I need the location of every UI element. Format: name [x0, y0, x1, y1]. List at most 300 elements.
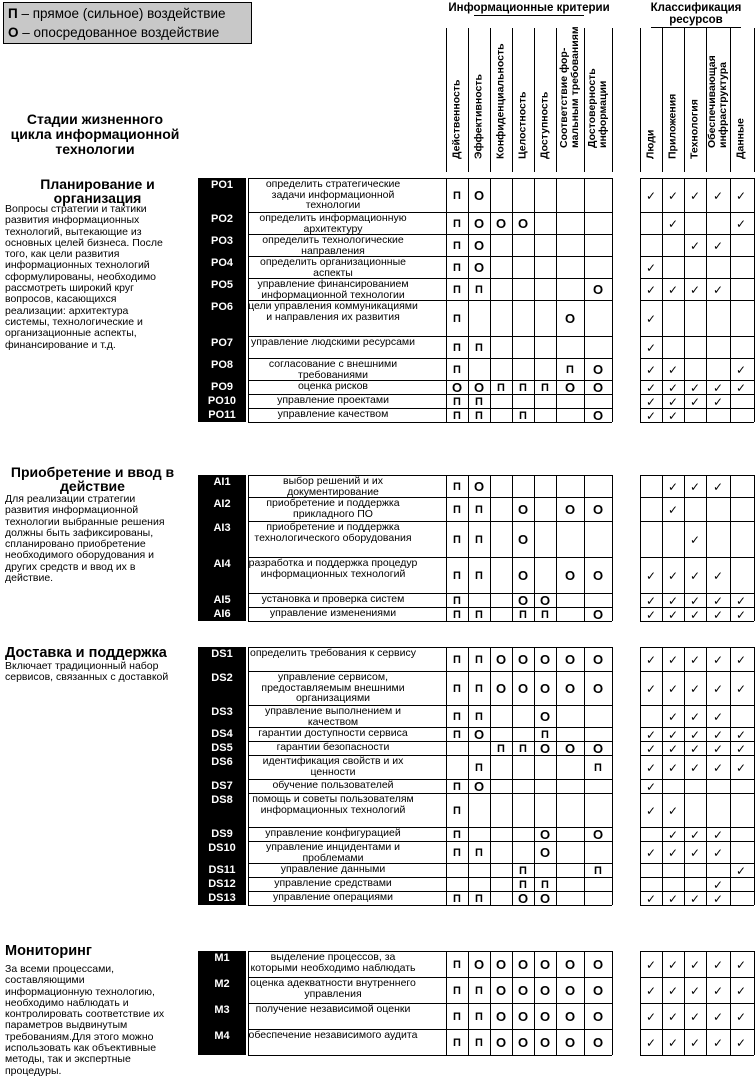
direct-impact-mark: П [475, 396, 483, 408]
check-mark: ✓ [689, 710, 701, 724]
check-mark: ✓ [735, 653, 747, 667]
indirect-impact-mark: О [564, 652, 576, 667]
direct-impact-mark: П [519, 410, 527, 422]
check-mark: ✓ [712, 682, 724, 696]
direct-impact-mark: П [453, 570, 461, 582]
indirect-impact-mark: О [539, 741, 551, 756]
check-mark: ✓ [712, 742, 724, 756]
direct-impact-mark: П [475, 893, 483, 905]
direct-impact-mark: П [594, 865, 602, 877]
indirect-impact-mark: О [517, 1035, 529, 1050]
direct-impact-mark: П [475, 570, 483, 582]
process-code: PO10 [198, 394, 246, 408]
indirect-impact-mark: О [564, 957, 576, 972]
indirect-impact-mark: О [564, 1009, 576, 1024]
direct-impact-mark: П [519, 879, 527, 891]
check-mark: ✓ [667, 1010, 679, 1024]
indirect-impact-mark: О [564, 1035, 576, 1050]
header-divider [468, 28, 469, 172]
column-divider [490, 951, 491, 1055]
process-code: AI3 [198, 521, 246, 557]
header-divider [730, 28, 731, 172]
column-divider [706, 178, 707, 422]
process-name: управление качеством [277, 408, 389, 420]
check-mark: ✓ [735, 984, 747, 998]
column-divider [684, 647, 685, 905]
column-divider [512, 647, 513, 905]
check-mark: ✓ [667, 189, 679, 203]
criteria-header-4-label: Целостность [516, 91, 529, 159]
check-mark: ✓ [735, 1010, 747, 1024]
criteria-header-5 [534, 10, 556, 170]
indirect-impact-mark: О [517, 568, 529, 583]
indirect-impact-mark: О [517, 1009, 529, 1024]
process-code: DS5 [198, 741, 246, 755]
process-name: управление средствами [274, 877, 392, 889]
indirect-impact-mark: О [473, 260, 485, 275]
direct-impact-mark: П [453, 240, 461, 252]
column-divider [730, 178, 731, 422]
criteria-header-3 [490, 10, 512, 170]
check-mark: ✓ [667, 1036, 679, 1050]
direct-impact-mark: П [519, 609, 527, 621]
direct-impact-mark: П [453, 729, 461, 741]
check-mark: ✓ [667, 984, 679, 998]
indirect-impact-mark: О [592, 983, 604, 998]
indirect-impact-mark: О [451, 380, 463, 395]
process-name: управление инцидентами и проблемами [265, 841, 401, 864]
process-name: разработка и поддержка процедур информационных технологий [248, 557, 418, 580]
check-mark: ✓ [689, 395, 701, 409]
indirect-impact-mark: О [564, 311, 576, 326]
indirect-impact-mark: О [592, 282, 604, 297]
direct-impact-mark: П [453, 190, 461, 202]
indirect-impact-mark: О [517, 957, 529, 972]
indirect-impact-mark: О [473, 727, 485, 742]
check-mark: ✓ [689, 283, 701, 297]
indirect-impact-mark: О [517, 502, 529, 517]
header-divider [584, 28, 585, 172]
process-name: управление изменениями [269, 607, 397, 619]
direct-impact-mark: П [497, 382, 505, 394]
row-divider [640, 521, 754, 522]
direct-impact-mark: П [453, 805, 461, 817]
direct-impact-mark: П [475, 683, 483, 695]
direct-impact-mark: П [453, 396, 461, 408]
check-mark: ✓ [712, 984, 724, 998]
indirect-impact-mark: О [564, 568, 576, 583]
column-divider [556, 475, 557, 621]
direct-impact-mark: П [475, 534, 483, 546]
column-divider [512, 475, 513, 621]
process-code: M2 [198, 977, 246, 1003]
check-mark: ✓ [667, 710, 679, 724]
resource-header-1 [640, 10, 662, 170]
check-mark: ✓ [667, 892, 679, 906]
process-code: DS10 [198, 841, 246, 863]
indirect-impact-mark: О [592, 827, 604, 842]
check-mark: ✓ [645, 780, 657, 794]
process-name: управление выполнением и качеством [264, 705, 402, 728]
indirect-impact-mark: О [495, 957, 507, 972]
column-divider [584, 951, 585, 1055]
column-divider [556, 647, 557, 905]
check-mark: ✓ [645, 761, 657, 775]
check-mark: ✓ [645, 1010, 657, 1024]
column-divider [490, 475, 491, 621]
section-description: Включает традиционный набор сервисов, связанных с доставкой [5, 660, 169, 684]
check-mark: ✓ [689, 381, 701, 395]
check-mark: ✓ [645, 892, 657, 906]
column-divider [684, 178, 685, 422]
criteria-header-5-label: Доступность [538, 91, 551, 159]
column-divider [640, 178, 641, 422]
column-divider [730, 647, 731, 905]
column-divider [730, 475, 731, 621]
process-code: PO5 [198, 278, 246, 300]
direct-impact-mark: П [453, 1037, 461, 1049]
row-divider [248, 621, 612, 622]
indirect-impact-mark: О [592, 741, 604, 756]
indirect-impact-mark: О [473, 238, 485, 253]
check-mark: ✓ [689, 742, 701, 756]
header-divider [534, 28, 535, 172]
column-divider [534, 951, 535, 1055]
process-name: согласование с внешними требованиями [268, 358, 398, 381]
column-divider [662, 178, 663, 422]
check-mark: ✓ [712, 608, 724, 622]
check-mark: ✓ [689, 958, 701, 972]
check-mark: ✓ [735, 728, 747, 742]
column-divider [612, 475, 613, 621]
indirect-impact-mark: О [495, 983, 507, 998]
indirect-impact-mark: О [592, 1035, 604, 1050]
check-mark: ✓ [689, 828, 701, 842]
check-mark: ✓ [712, 728, 724, 742]
indirect-impact-mark: О [473, 380, 485, 395]
process-name: идентификация свойств и их ценности [262, 755, 404, 778]
indirect-impact-mark: О [564, 502, 576, 517]
process-name: управление операциями [272, 891, 394, 903]
process-code: PO6 [198, 300, 246, 336]
direct-impact-mark: П [475, 284, 483, 296]
direct-impact-mark: П [453, 683, 461, 695]
section-description: Вопросы стратегии и тактики развития информационных технологий, вытекающие из основных целей бизнеса. После того, как цели развития информационных технологий сформулированы, необходимо рассмотреть широкий круг вопросов, касающихся реализации: архитектура системы, технологические и организационные аспекты, финансирование и т.д. [5, 203, 163, 351]
indirect-impact-mark: О [592, 1009, 604, 1024]
column-divider [534, 475, 535, 621]
row-divider [640, 951, 754, 952]
check-mark: ✓ [667, 409, 679, 423]
check-mark: ✓ [689, 1010, 701, 1024]
check-mark: ✓ [712, 653, 724, 667]
criteria-header-1 [446, 10, 468, 170]
row-divider [248, 422, 612, 423]
process-name: оценка адекватности внутреннего управления [250, 977, 416, 1000]
criteria-header-7 [584, 10, 612, 170]
column-divider [248, 475, 249, 621]
column-divider [612, 178, 613, 422]
check-mark: ✓ [712, 892, 724, 906]
process-code: DS9 [198, 827, 246, 841]
process-name: определить технологические направления [262, 234, 404, 257]
process-code: M3 [198, 1003, 246, 1029]
row-divider [640, 497, 754, 498]
check-mark: ✓ [735, 864, 747, 878]
row-divider [640, 422, 754, 423]
header-divider [490, 28, 491, 172]
check-mark: ✓ [712, 958, 724, 972]
direct-impact-mark: П [453, 893, 461, 905]
indirect-impact-mark: О [539, 709, 551, 724]
process-name: определить стратегические задачи информационной технологии [265, 178, 401, 211]
criteria-header-2-label: Эффективность [472, 74, 485, 159]
check-mark: ✓ [735, 608, 747, 622]
column-divider [468, 475, 469, 621]
indirect-impact-mark: О [495, 1009, 507, 1024]
resource-header-5 [730, 10, 752, 170]
direct-impact-mark: П [566, 364, 574, 376]
process-code: PO1 [198, 178, 246, 212]
process-code: DS2 [198, 671, 246, 705]
column-divider [684, 951, 685, 1055]
process-name: получение независимой оценки [255, 1003, 411, 1015]
resource-header-3-label: Технология [688, 99, 701, 159]
check-mark: ✓ [667, 503, 679, 517]
header-divider [612, 28, 613, 172]
direct-impact-mark: П [475, 711, 483, 723]
process-code: PO3 [198, 234, 246, 256]
row-divider [640, 256, 754, 257]
criteria-group-label: Информационные критерии [448, 2, 610, 14]
direct-impact-mark: П [453, 504, 461, 516]
row-divider [640, 1055, 754, 1056]
row-divider [640, 977, 754, 978]
direct-impact-mark: П [541, 879, 549, 891]
indirect-impact-mark: О [517, 652, 529, 667]
process-code: M4 [198, 1029, 246, 1055]
check-mark: ✓ [667, 958, 679, 972]
row-divider [640, 905, 754, 906]
header-divider [512, 28, 513, 172]
indirect-impact-mark: О [495, 681, 507, 696]
process-name: гарантии доступности сервиса [258, 727, 408, 739]
resource-header-1-label: Люди [644, 129, 657, 159]
direct-impact-mark: П [453, 534, 461, 546]
process-name: обучение пользователей [272, 779, 394, 791]
process-name: управление проектами [277, 394, 389, 406]
check-mark: ✓ [689, 569, 701, 583]
row-divider [248, 905, 612, 906]
column-divider [556, 951, 557, 1055]
criteria-header-2 [468, 10, 490, 170]
process-code: AI1 [198, 475, 246, 497]
process-name: гарантии безопасности [276, 741, 390, 753]
check-mark: ✓ [689, 984, 701, 998]
row-divider [640, 647, 754, 648]
indirect-impact-mark: О [517, 532, 529, 547]
indirect-impact-mark: О [517, 983, 529, 998]
row-divider [640, 755, 754, 756]
check-mark: ✓ [712, 569, 724, 583]
check-mark: ✓ [667, 569, 679, 583]
indirect-impact-mark: О [539, 593, 551, 608]
check-mark: ✓ [735, 381, 747, 395]
row-divider [640, 408, 754, 409]
direct-impact-mark: П [453, 781, 461, 793]
process-name: управление сервисом, предоставляемым внешними организациями [261, 671, 405, 704]
column-divider [612, 951, 613, 1055]
check-mark: ✓ [712, 1010, 724, 1024]
row-divider [640, 621, 754, 622]
process-name: управление данными [280, 863, 386, 875]
row-divider [640, 234, 754, 235]
indirect-impact-mark: О [473, 479, 485, 494]
check-mark: ✓ [645, 846, 657, 860]
indirect-impact-mark: О [592, 380, 604, 395]
check-mark: ✓ [667, 395, 679, 409]
check-mark: ✓ [689, 594, 701, 608]
check-mark: ✓ [645, 594, 657, 608]
direct-impact-mark: П [475, 762, 483, 774]
process-code: DS7 [198, 779, 246, 793]
check-mark: ✓ [645, 341, 657, 355]
direct-impact-mark: П [453, 1011, 461, 1023]
resources-group-label: Классификация ресурсов [650, 2, 742, 26]
process-code: DS3 [198, 705, 246, 727]
section-title: Доставка и поддержка [5, 645, 167, 661]
check-mark: ✓ [645, 189, 657, 203]
row-divider [640, 212, 754, 213]
check-mark: ✓ [712, 594, 724, 608]
indirect-impact-mark: О [564, 983, 576, 998]
column-divider [248, 178, 249, 422]
process-code: PO11 [198, 408, 246, 422]
column-divider [640, 647, 641, 905]
check-mark: ✓ [645, 312, 657, 326]
check-mark: ✓ [667, 653, 679, 667]
criteria-header-1-label: Действенность [450, 79, 463, 159]
check-mark: ✓ [667, 828, 679, 842]
process-code: DS4 [198, 727, 246, 741]
check-mark: ✓ [645, 728, 657, 742]
indirect-impact-mark: О [473, 957, 485, 972]
direct-impact-mark: П [453, 410, 461, 422]
indirect-impact-mark: О [592, 362, 604, 377]
direct-impact-mark: П [475, 1011, 483, 1023]
column-divider [512, 951, 513, 1055]
check-mark: ✓ [667, 728, 679, 742]
process-code: PO9 [198, 380, 246, 394]
check-mark: ✓ [667, 742, 679, 756]
check-mark: ✓ [712, 1036, 724, 1050]
indirect-impact-mark: О [517, 216, 529, 231]
section-description: За всеми процессами, составляющими информационную технологию, необходимо наблюдать и контролировать соответствие их параметров выдвинутым требованиям.Для этого можно использовать как объективные методы, так и экспертные процедуры. [5, 963, 165, 1077]
indirect-impact-mark: О [495, 1035, 507, 1050]
direct-impact-mark: П [475, 410, 483, 422]
direct-impact-mark: П [541, 382, 549, 394]
direct-impact-mark: П [453, 847, 461, 859]
indirect-impact-mark: О [539, 827, 551, 842]
process-code: PO8 [198, 358, 246, 380]
row-divider [640, 178, 754, 179]
check-mark: ✓ [712, 761, 724, 775]
check-mark: ✓ [645, 653, 657, 667]
direct-impact-mark: П [453, 829, 461, 841]
indirect-impact-mark: О [539, 652, 551, 667]
indirect-impact-mark: О [539, 891, 551, 906]
indirect-impact-mark: О [592, 957, 604, 972]
row-divider [640, 671, 754, 672]
indirect-impact-mark: О [517, 593, 529, 608]
header-divider [706, 28, 707, 172]
legend-direct: П – прямое (сильное) воздействие [8, 6, 226, 21]
direct-impact-mark: П [453, 262, 461, 274]
row-divider [640, 841, 754, 842]
check-mark: ✓ [735, 958, 747, 972]
column-divider [512, 178, 513, 422]
process-code: PO4 [198, 256, 246, 278]
direct-impact-mark: П [453, 342, 461, 354]
process-code: DS11 [198, 863, 246, 877]
direct-impact-mark: П [519, 743, 527, 755]
direct-impact-mark: П [453, 481, 461, 493]
process-code: PO2 [198, 212, 246, 234]
check-mark: ✓ [689, 480, 701, 494]
process-code: DS6 [198, 755, 246, 779]
check-mark: ✓ [735, 1036, 747, 1050]
column-divider [684, 475, 685, 621]
resource-header-4 [706, 10, 730, 170]
criteria-header-6 [556, 10, 584, 170]
direct-impact-mark: П [453, 609, 461, 621]
column-divider [446, 475, 447, 621]
section-title: Мониторинг [5, 943, 92, 959]
process-code: M1 [198, 951, 246, 977]
process-name: определить требования к сервису [250, 647, 416, 659]
check-mark: ✓ [667, 217, 679, 231]
process-name: управление финансированием информационной технологии [257, 278, 409, 301]
indirect-impact-mark: О [473, 779, 485, 794]
check-mark: ✓ [667, 381, 679, 395]
process-name: приобретение и поддержка технологического оборудования [254, 521, 412, 544]
process-name: обеспечение независимого аудита [248, 1029, 418, 1041]
criteria-header-4 [512, 10, 534, 170]
indirect-impact-mark: О [539, 681, 551, 696]
column-divider [640, 951, 641, 1055]
column-divider [534, 178, 535, 422]
check-mark: ✓ [645, 381, 657, 395]
row-divider [640, 1003, 754, 1004]
column-divider [534, 647, 535, 905]
direct-impact-mark: П [519, 382, 527, 394]
check-mark: ✓ [735, 189, 747, 203]
process-name: выбор решений и их документирование [282, 475, 384, 498]
check-mark: ✓ [645, 569, 657, 583]
indirect-impact-mark: О [592, 408, 604, 423]
direct-impact-mark: П [541, 609, 549, 621]
section-title: Приобретение и ввод в действие [10, 464, 175, 494]
check-mark: ✓ [645, 682, 657, 696]
check-mark: ✓ [712, 395, 724, 409]
column-divider [468, 951, 469, 1055]
check-mark: ✓ [667, 846, 679, 860]
check-mark: ✓ [689, 653, 701, 667]
check-mark: ✓ [712, 878, 724, 892]
indirect-impact-mark: О [564, 741, 576, 756]
criteria-header-3-label: Конфиденциальность [494, 43, 507, 159]
column-divider [468, 647, 469, 905]
process-name: приобретение и поддержка прикладного ПО [266, 497, 400, 520]
